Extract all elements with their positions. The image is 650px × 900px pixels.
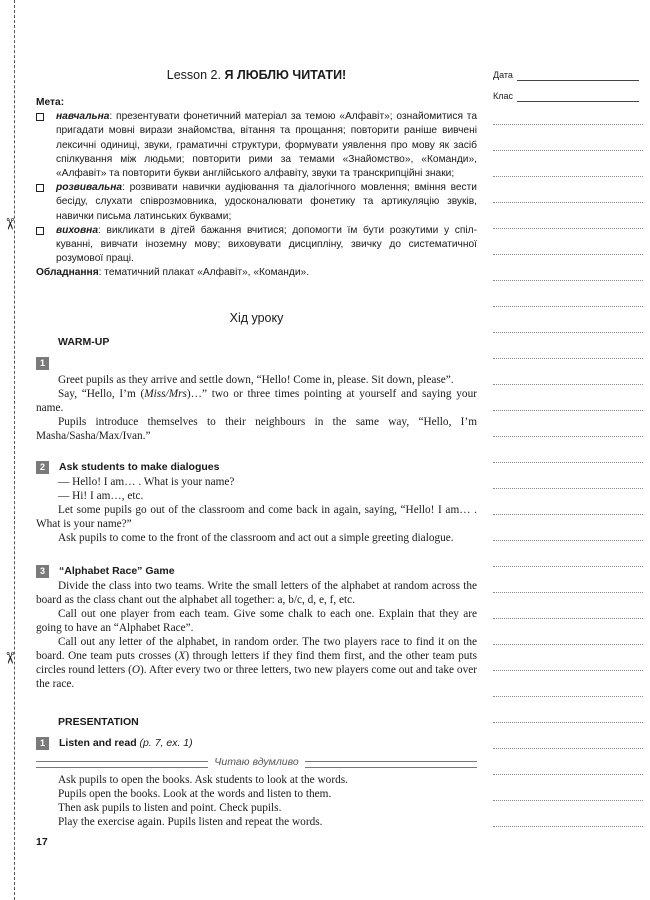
note-line: [493, 436, 643, 437]
presentation-task-title: Listen and read (p. 7, ex. 1): [59, 737, 193, 749]
note-line: [493, 774, 643, 775]
class-field[interactable]: [517, 101, 639, 102]
date-label: Дата: [493, 70, 513, 80]
note-line: [493, 332, 643, 333]
note-line: [493, 514, 643, 515]
note-line: [493, 176, 643, 177]
scissors-icon: ✂: [0, 217, 18, 231]
note-line: [493, 722, 643, 723]
presentation-label: PRESENTATION: [58, 716, 139, 728]
note-line: [493, 800, 643, 801]
task-number: 1: [36, 357, 49, 370]
goal-item: виховна: викликати в дітей бажання вчитися; допомогти їм бути розкутими у спілкуванні, вивчати іноземну мову; виховувати дисципліну, звичку до систематичної розумової праці.: [36, 224, 477, 267]
note-line: [493, 488, 643, 489]
note-line: [493, 358, 643, 359]
note-line: [493, 280, 643, 281]
lesson-plan-heading: Хід уроку: [229, 311, 284, 325]
task-3-text: Divide the class into two teams. Write the small letters of the alphabet at random across the board as the class chant out the alphabet all together: a, b/c, d, e, f, etc. Call out one player from each team. Give some chalk to each one. Explain that they are going to have an “Alphabet Race”. Call out any letter of the alphabet, in random order. The two players race to find it on the board. One team puts crosses (X) through letters if they find them first, and the other team puts circles round letters (O). After every two or three letters, two new players come out and take over the race.: [36, 580, 477, 690]
note-line: [493, 696, 643, 697]
note-line: [493, 462, 643, 463]
cut-line: [14, 0, 15, 900]
task-3-title: “Alphabet Race” Game: [59, 565, 175, 577]
note-line: [493, 618, 643, 619]
note-line: [493, 566, 643, 567]
lesson-title: Lesson 2. Я ЛЮБЛЮ ЧИТАТИ!: [166, 68, 347, 82]
square-bullet-icon: [36, 113, 44, 121]
goal-item: розвивальна: розвивати навички аудіювання та діалогічного мовлення; вміння вести бесіду, слухати співрозмовника, удосконалювати фонетику та артикуляцію звуків, навички письма латинських буквами;: [36, 181, 477, 224]
task-number: 3: [36, 565, 49, 578]
note-line: [493, 826, 643, 827]
scissors-icon: ✂: [0, 651, 18, 665]
note-line: [493, 124, 643, 125]
goals-section: Мета: навчальна: презентувати фонетичний матеріал за темою «Алфавіт»; ознайомитися та пригадати мовні вирази знайомства, вітання та прощання; повторити раніше вивчені лексичні одиниці, звуки, граматичні структури, формувати уявлення про мову як засіб спілкування між людьми; повторити рими за темами «Знайомство», «Команди», «Алфавіт» та повторити букви англійського алфавіту, звуки та транскрипційні знаки; розвивальна: розвивати навички аудіювання та діалогічного мовлення; вміння вести бесіду, слухати співрозмовника, удосконалювати фонетику та артикуляцію звуків, навички письма латинських буквами; виховна: викликати в дітей бажання вчитися; допомогти їм бути розкутими у спілкуванні, вивчати іноземну мову; виховувати дисципліну, звичку до систематичної розумової праці. Обладнання: тематичний плакат «Алфавіт», «Команди».: [36, 96, 477, 281]
task-1-text: Greet pupils as they arrive and settle down, “Hello! Come in, please. Sit down, please”. Say, “Hello, I’m (Miss/Mrs)…” two or three times pointing at yourself and saying your name. Pupils introduce themselves to their neighbours in the same way, “Hello, I’m Masha/Sasha/Max/Ivan.”: [36, 374, 477, 442]
note-line: [493, 254, 643, 255]
note-line: [493, 748, 643, 749]
note-line: [493, 644, 643, 645]
goal-item: навчальна: презентувати фонетичний матеріал за темою «Алфавіт»; ознайомитися та пригадати мовні вирази знайомства, вітання та прощання; повторити раніше вивчені лексичні одиниці, звуки, граматичні структури, формувати уявлення про мову як засіб спілкування між людьми; повторити рими за темами «Знайомство», «Команди», «Алфавіт» та повторити букви англійського алфавіту, звуки та транскрипційні знаки;: [36, 110, 477, 181]
page-number: 17: [36, 836, 48, 848]
equipment: Обладнання: тематичний плакат «Алфавіт», «Команди».: [36, 267, 310, 279]
presentation-text: Ask pupils to open the books. Ask students to look at the words. Pupils open the books. Look at the words and listen to them. Then ask pupils to listen and point. Check pupils. Play the exercise again. Pupils listen and repeat the words.: [58, 774, 348, 828]
note-line: [493, 592, 643, 593]
note-line: [493, 670, 643, 671]
task-2-text: — Hello! I am… . What is your name? — Hi! I am…, etc. Let some pupils go out of the classroom and come back in again, saying, “Hello! I am… . What is your name?” Ask pupils to come to the front of the classroom and act out a simple greeting dialogue.: [36, 476, 477, 544]
note-line: [493, 202, 643, 203]
reading-banner: Читаю вдумливо: [36, 758, 477, 770]
note-line: [493, 150, 643, 151]
note-line: [493, 540, 643, 541]
date-field[interactable]: [517, 80, 639, 81]
warmup-label: WARM-UP: [58, 336, 110, 348]
task-number: 1: [36, 737, 49, 750]
note-line: [493, 306, 643, 307]
task-2-title: Ask students to make dialogues: [59, 461, 220, 473]
note-line: [493, 228, 643, 229]
task-number: 2: [36, 461, 49, 474]
square-bullet-icon: [36, 184, 44, 192]
note-line: [493, 410, 643, 411]
class-label: Клас: [493, 91, 513, 101]
square-bullet-icon: [36, 227, 44, 235]
note-line: [493, 384, 643, 385]
